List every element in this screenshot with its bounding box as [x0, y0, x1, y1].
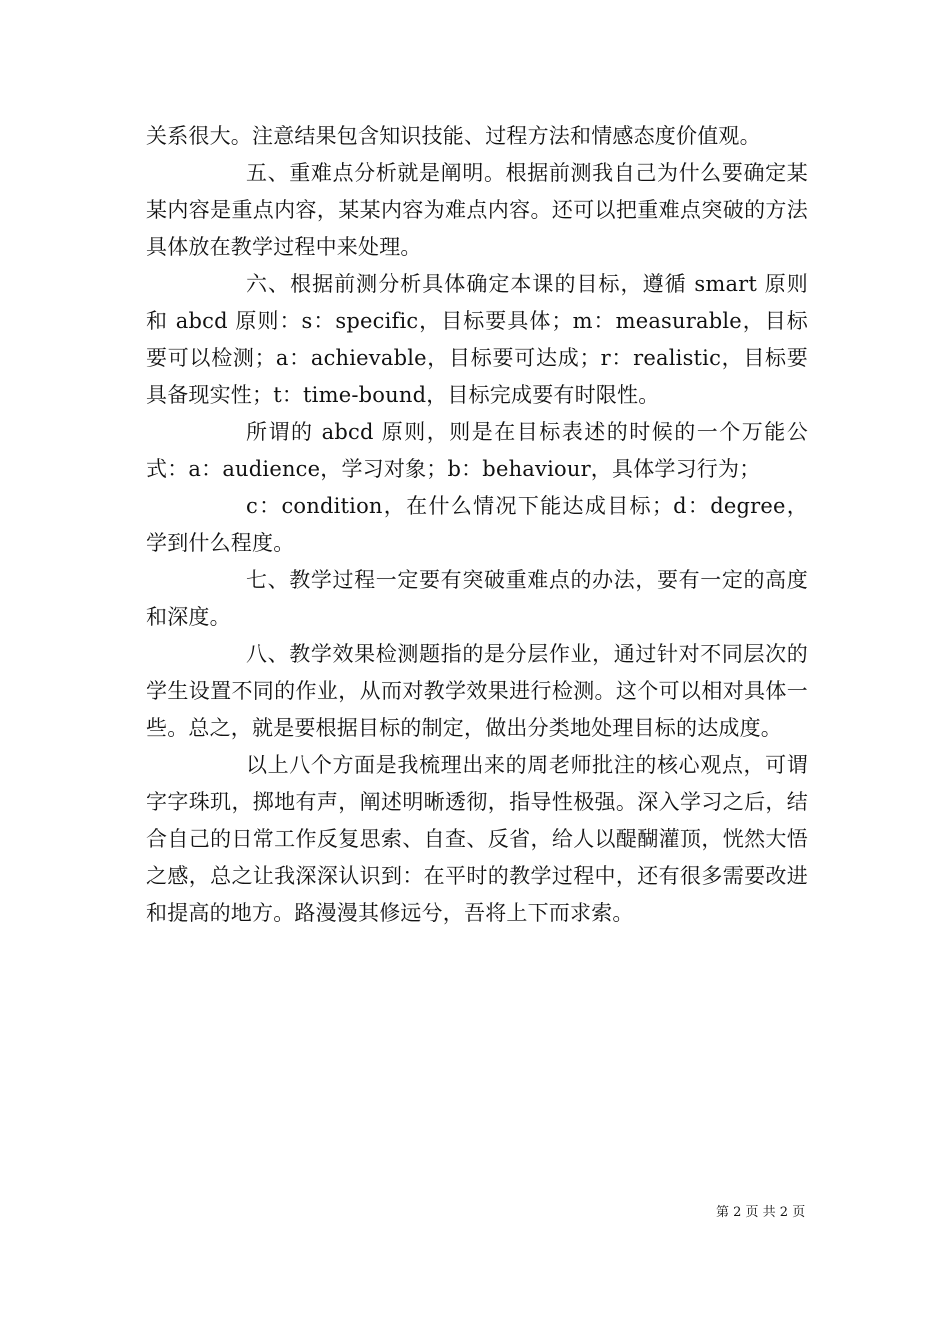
paragraph-conclusion: 以上八个方面是我梳理出来的周老师批注的核心观点，可谓字字珠玑，掷地有声，阐述明晰透彻，指导性极强。深入学习之后，结合自己的日常工作反复思索、自查、反省，给人以醍醐灌顶，恍然大悟之感，总之让我深深认识到：在平时的教学过程中，还有很多需要改进和提高的地方。路漫漫其修远兮，吾将上下而求索。 [146, 753, 808, 925]
paragraph-abcd-condition: c：condition，在什么情况下能达成目标；d：degree，学到什么程度。 [146, 494, 808, 555]
paragraph-abcd-principle: 所谓的 abcd 原则，则是在目标表述的时候的一个万能公式：a：audience，学习对象；b：behaviour，具体学习行为； [146, 420, 808, 481]
paragraph-teaching-process: 七、教学过程一定要有突破重难点的办法，要有一定的高度和深度。 [146, 568, 808, 629]
page-number-footer: 第 2 页 共 2 页 [716, 1205, 806, 1220]
paragraph-continuation: 关系很大。注意结果包含知识技能、过程方法和情感态度价值观。 [146, 124, 761, 148]
paragraph-key-points: 五、重难点分析就是阐明。根据前测我自己为什么要确定某某内容是重点内容，某某内容为难点内容。还可以把重难点突破的方法具体放在教学过程中来处理。 [146, 161, 808, 259]
document-body [146, 118, 808, 932]
paragraph-smart-principle: 六、根据前测分析具体确定本课的目标，遵循 smart 原则和 abcd 原则：s：specific，目标要具体；m：measurable，目标要可以检测；a：achievable，目标要可达成；r：realistic，目标要具备现实性；t：time-bound，目标完成要有时限性。 [146, 272, 808, 407]
paragraph-assessment: 八、教学效果检测题指的是分层作业，通过针对不同层次的学生设置不同的作业，从而对教学效果进行检测。这个可以相对具体一些。总之，就是要根据目标的制定，做出分类地处理目标的达成度。 [146, 642, 808, 740]
